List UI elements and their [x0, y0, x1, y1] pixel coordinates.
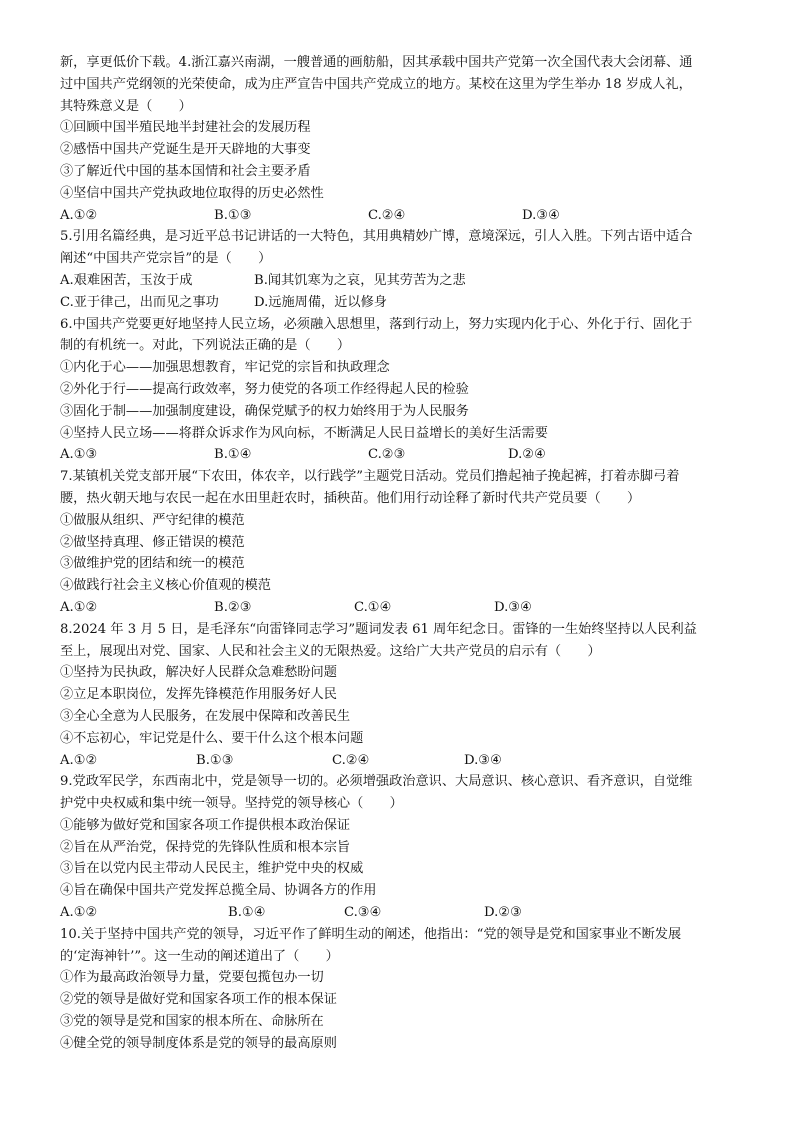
option-b: B.①④ — [228, 905, 266, 921]
option-c: C.①④ — [354, 599, 392, 615]
statement-item: ④坚持人民立场——将群众诉求作为风向标，不断满足人民日益增长的美好生活需要 — [60, 425, 548, 441]
answer-options — [60, 270, 747, 292]
option-c: C.②④ — [332, 752, 370, 768]
option-b: B.①③ — [214, 207, 252, 223]
option-d: D.远施周備，近以修身 — [254, 294, 387, 310]
statement-item: ③党的领导是党和国家的根本所在、命脉所在 — [60, 1014, 324, 1030]
question-text: 制的有机统一。对此，下列说法正确的是（ ） — [60, 338, 351, 354]
option-a: A.①② — [60, 905, 98, 921]
statement-item: ④旨在确保中国共产党发挥总揽全局、协调各方的作用 — [60, 883, 377, 899]
question-text: 腰，热火朝天地与农民一起在水田里赶农时，插秧苗。他们用行动诠释了新时代共产党员要（ ） — [60, 490, 641, 506]
option-c: C.②③ — [368, 447, 406, 463]
statement-item: ①坚持为民执政，解决好人民群众急难愁盼问题 — [60, 665, 337, 681]
answer-options — [60, 444, 747, 466]
answer-options — [60, 750, 747, 772]
option-d: D.②④ — [508, 447, 546, 463]
statement-item: ③旨在以党内民主带动人民民主，维护党中央的权威 — [60, 861, 364, 877]
option-b: B.②③ — [214, 599, 252, 615]
question-text: 10.关于坚持中国共产党的领导，习近平作了鲜明生动的阐述，他指出：“党的领导是党和国家事业不断发展 — [60, 926, 682, 942]
statement-item: ②外化于行——提高行政效率，努力使党的各项工作经得起人民的检验 — [60, 381, 469, 397]
option-a: A.①② — [60, 599, 98, 615]
question-7 — [60, 466, 747, 619]
statement-item: ③了解近代中国的基本国情和社会主要矛盾 — [60, 163, 311, 179]
statement-item: ②做坚持真理、修正错误的模范 — [60, 534, 245, 550]
statement-item: ②立足本职岗位，发挥先锋模范作用服务好人民 — [60, 687, 337, 703]
statement-item: ④坚信中国共产党执政地位取得的历史必然性 — [60, 185, 324, 201]
answer-options — [60, 205, 747, 227]
statement-item: ①做服从组织、严守纪律的模范 — [60, 512, 245, 528]
question-text: 6.中国共产党要更好地坚持人民立场，必须融入思想里，落到行动上，努力实现内化于心、外化于行、固化于 — [60, 316, 693, 332]
option-c: C.亚于律己，出而见之事功 — [60, 294, 219, 310]
question-text: 至上，展现出对党、国家、人民和社会主义的无限热爱。这给广大共产党员的启示有（ ） — [60, 643, 601, 659]
statement-item: ③全心全意为人民服务，在发展中保障和改善民生 — [60, 708, 351, 724]
question-5 — [60, 226, 747, 313]
question-9 — [60, 771, 747, 924]
statement-item: ②感悟中国共产党诞生是开天辟地的大事变 — [60, 142, 311, 158]
question-text: 5.引用名篇经典，是习近平总书记讲话的一大特色，其用典精妙广博，意境深远，引人入胜。下列古语中适合 — [60, 229, 693, 245]
question-text: 护党中央权威和集中统一领导。坚持党的领导核心（ ） — [60, 796, 403, 812]
question-text: 过中国共产党纲领的光荣使命，成为庄严宣告中国共产党成立的地方。某校在这里为学生举办 18 岁成人礼， — [60, 76, 692, 92]
statement-item: ①内化于心——加强思想教育，牢记党的宗旨和执政理念 — [60, 360, 390, 376]
question-6 — [60, 314, 747, 467]
statement-item: ④做践行社会主义核心价值观的模范 — [60, 578, 271, 594]
statement-item: ③固化于制——加强制度建设，确保党赋予的权力始终用于为人民服务 — [60, 403, 469, 419]
option-d: D.②③ — [484, 905, 522, 921]
statement-item: ①回顾中国半殖民地半封建社会的发展历程 — [60, 120, 311, 136]
answer-options — [60, 902, 747, 924]
option-d: D.③④ — [522, 207, 560, 223]
question-text: 新，享更低价下载。4.浙江嘉兴南湖，一艘普通的画舫船，因其承载中国共产党第一次全国代表大会闭幕、通 — [60, 55, 693, 70]
question-text: 的‘定海神针’”。这一生动的阐述道出了（ ） — [60, 948, 339, 964]
statement-item: ①能够为做好党和国家各项工作提供根本政治保证 — [60, 817, 351, 833]
statement-item: ④不忘初心，牢记党是什么、要干什么这个根本问题 — [60, 730, 364, 746]
question-text: 其特殊意义是（ ） — [60, 98, 192, 114]
option-a: A.①② — [60, 207, 98, 223]
statement-item: ②旨在从严治党，保持党的先锋队性质和根本宗旨 — [60, 839, 351, 855]
answer-options — [60, 597, 747, 619]
question-text: 8.2024 年 3 月 5 日，是毛泽东“向雷锋同志学习”题词发表 61 周年纪念日。雷锋的一生始终坚持以人民利益 — [60, 621, 697, 637]
option-d: D.③④ — [464, 752, 502, 768]
option-a: A.①③ — [60, 447, 98, 463]
answer-options — [60, 292, 747, 314]
question-text: 9.党政军民学，东西南北中，党是领导一切的。必须增强政治意识、大局意识、核心意识、看齐意识，自觉维 — [60, 774, 693, 790]
option-a: A.①② — [60, 752, 98, 768]
question-text: 阐述“中国共产党宗旨”的是（ ） — [60, 251, 272, 267]
option-b: B.①④ — [214, 447, 252, 463]
question-10 — [60, 924, 747, 1055]
option-b: B.闻其饥寒为之哀，见其劳苦为之悲 — [254, 272, 466, 288]
option-d: D.③④ — [494, 599, 532, 615]
question-text: 7.某镇机关党支部开展“下农田，体农辛，以行践学”主题党日活动。党员们撸起袖子挽起裤，打着赤脚弓着 — [60, 469, 680, 485]
option-c: C.②④ — [368, 207, 406, 223]
question-4 — [60, 52, 747, 226]
question-8 — [60, 619, 747, 772]
statement-item: ①作为最高政治领导力量，党要包揽包办一切 — [60, 970, 324, 986]
statement-item: ②党的领导是做好党和国家各项工作的根本保证 — [60, 992, 337, 1008]
option-b: B.①③ — [196, 752, 234, 768]
statement-item: ③做维护党的团结和统一的模范 — [60, 556, 245, 572]
option-c: C.③④ — [344, 905, 382, 921]
statement-item: ④健全党的领导制度体系是党的领导的最高原则 — [60, 1035, 337, 1051]
option-a: A.艰难困苦，玉汝于成 — [60, 272, 193, 288]
